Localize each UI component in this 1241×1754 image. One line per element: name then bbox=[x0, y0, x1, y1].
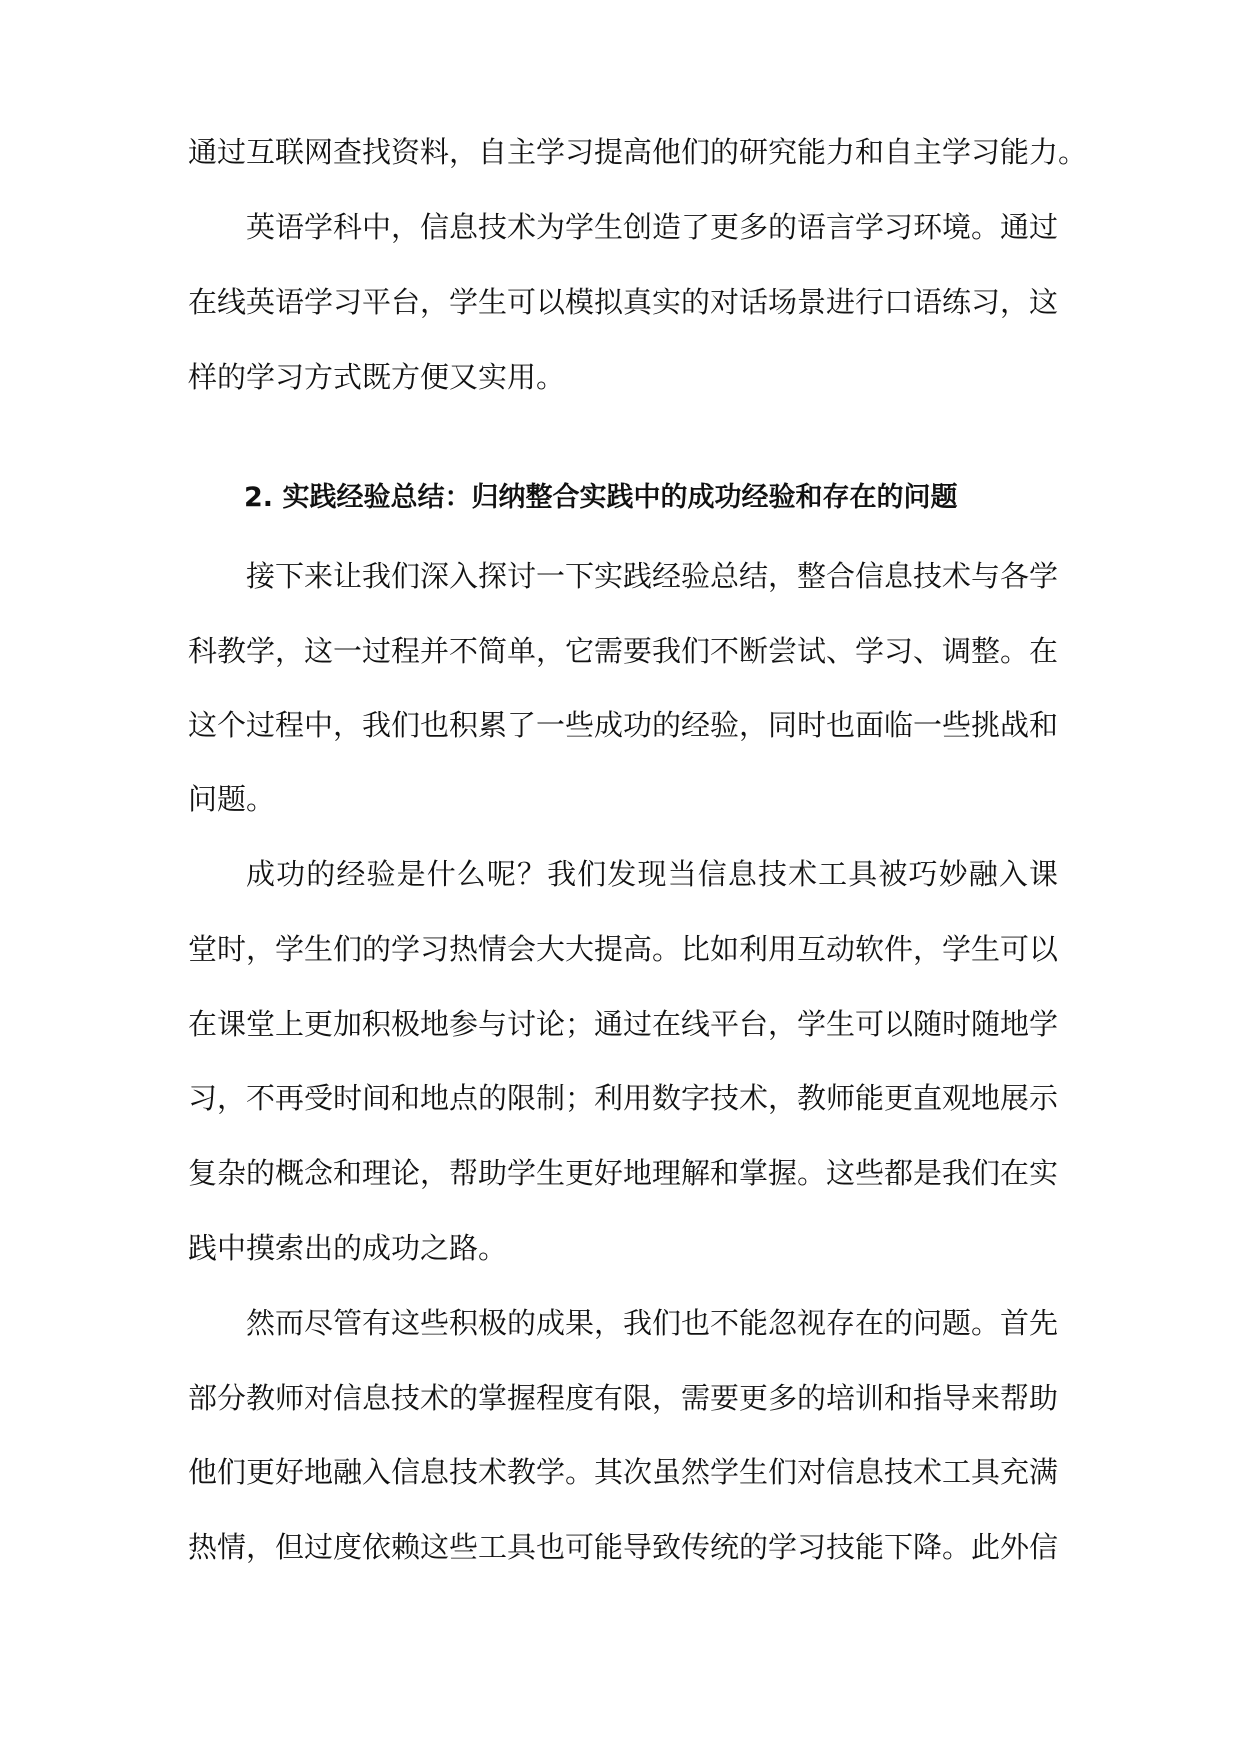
paragraph-line: 样的学习方式既方便又实用。 bbox=[188, 360, 566, 394]
paragraph-line: 在线英语学习平台，学生可以模拟真实的对话场景进行口语练习，这 bbox=[188, 285, 1059, 319]
paragraph-line: 然而尽管有这些积极的成果，我们也不能忽视存在的问题。首先 bbox=[246, 1306, 1059, 1340]
paragraph-line: 习，不再受时间和地点的限制；利用数字技术，教师能更直观地展示 bbox=[188, 1081, 1059, 1115]
paragraph-line: 热情，但过度依赖这些工具也可能导致传统的学习技能下降。此外信 bbox=[188, 1530, 1059, 1564]
paragraph-line: 堂时，学生们的学习热情会大大提高。比如利用互动软件，学生可以 bbox=[188, 932, 1059, 966]
paragraph-line: 他们更好地融入信息技术教学。其次虽然学生们对信息技术工具充满 bbox=[188, 1455, 1059, 1489]
paragraph-line: 在课堂上更加积极地参与讨论；通过在线平台，学生可以随时随地学 bbox=[188, 1007, 1059, 1041]
paragraph-line: 接下来让我们深入探讨一下实践经验总结，整合信息技术与各学 bbox=[246, 559, 1059, 593]
paragraph-line: 复杂的概念和理论，帮助学生更好地理解和掌握。这些都是我们在实 bbox=[188, 1156, 1059, 1190]
paragraph-line: 践中摸索出的成功之路。 bbox=[188, 1231, 508, 1265]
paragraph-line: 问题。 bbox=[188, 782, 276, 816]
paragraph-line: 部分教师对信息技术的掌握程度有限，需要更多的培训和指导来帮助 bbox=[188, 1381, 1059, 1415]
paragraph-line: 这个过程中，我们也积累了一些成功的经验，同时也面临一些挑战和 bbox=[188, 708, 1059, 742]
section-heading: 2. 实践经验总结：归纳整合实践中的成功经验和存在的问题 bbox=[244, 482, 958, 513]
paragraph-line: 成功的经验是什么呢？我们发现当信息技术工具被巧妙融入课 bbox=[246, 857, 1058, 891]
paragraph-line: 科教学，这一过程并不简单，它需要我们不断尝试、学习、调整。在 bbox=[188, 634, 1059, 668]
paragraph-line: 通过互联网查找资料，自主学习提高他们的研究能力和自主学习能力。 bbox=[188, 135, 1088, 169]
paragraph-line: 英语学科中，信息技术为学生创造了更多的语言学习环境。通过 bbox=[246, 210, 1059, 244]
